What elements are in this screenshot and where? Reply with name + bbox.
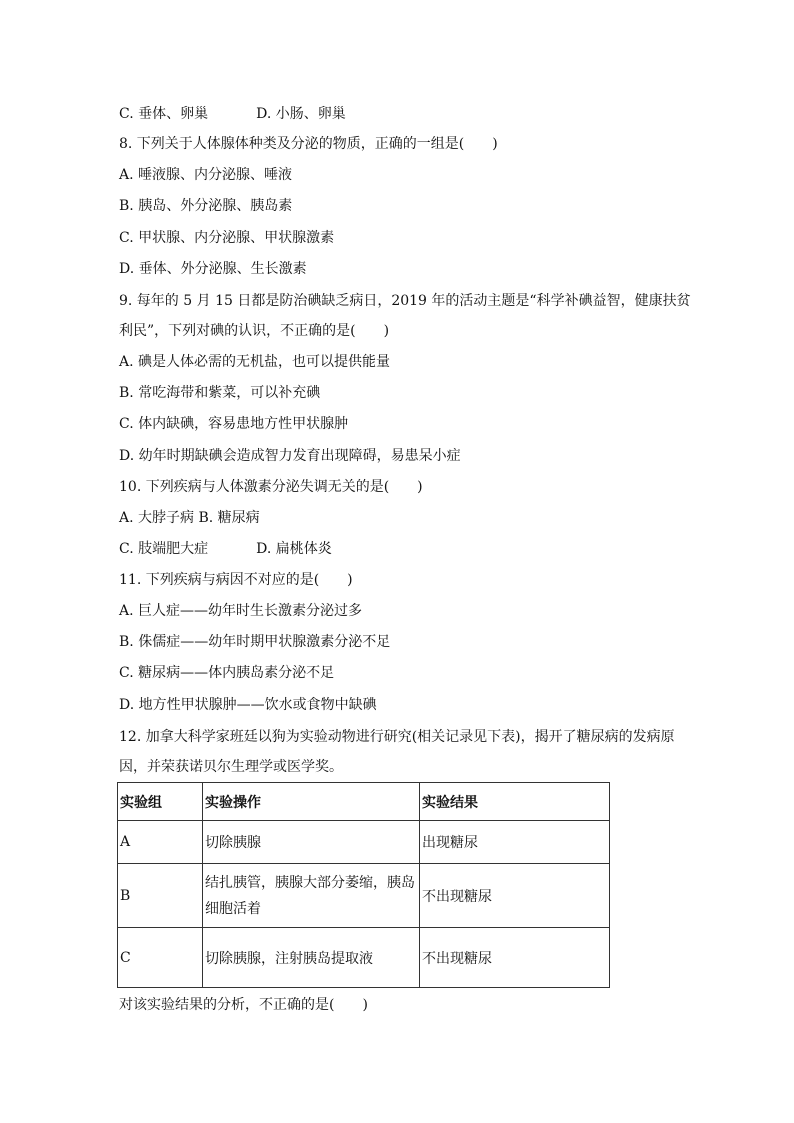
q8-option-d: D. 垂体、外分泌腺、生长激素 — [119, 261, 307, 277]
table-cell: 出现糖尿 — [420, 821, 610, 864]
table-header-cell: 实验组 — [118, 783, 203, 821]
q8-option-a: A. 唾液腺、内分泌腺、唾液 — [119, 167, 293, 183]
q11-option-d: D. 地方性甲状腺肿——饮水或食物中缺碘 — [119, 697, 377, 713]
q8-stem: 8. 下列关于人体腺体种类及分泌的物质，正确的一组是( ) — [119, 136, 498, 152]
q11-option-a: A. 巨人症——幼年时生长激素分泌过多 — [119, 603, 363, 619]
q9-option-c: C. 体内缺碘，容易患地方性甲状腺肿 — [119, 416, 349, 432]
table-cell: B — [118, 864, 203, 928]
table-cell: A — [118, 821, 203, 864]
q12-question: 对该实验结果的分析，不正确的是( ) — [119, 997, 368, 1013]
q10-options-ab: A. 大脖子病 B. 糖尿病 — [119, 510, 260, 526]
q9-option-b: B. 常吃海带和紫菜，可以补充碘 — [119, 385, 321, 401]
q9-stem-line1: 9. 每年的 5 月 15 日都是防治碘缺乏病日，2019 年的活动主题是“科学补碘益智，健康扶贫 — [119, 293, 691, 309]
table-header-cell: 实验结果 — [420, 783, 610, 821]
q9-option-a: A. 碘是人体必需的无机盐，也可以提供能量 — [119, 354, 391, 370]
q12-stem-line2: 因，并荣获诺贝尔生理学或医学奖。 — [119, 759, 343, 775]
table-row — [118, 928, 610, 988]
q9-stem-line2: 利民”，下列对碘的认识，不正确的是( ) — [119, 323, 390, 339]
q7-options-cd — [119, 104, 346, 124]
table-cell: 切除胰腺，注射胰岛提取液 — [203, 928, 420, 988]
q8-option-b: B. 胰岛、外分泌腺、胰岛素 — [119, 198, 293, 214]
table-header-cell: 实验操作 — [203, 783, 420, 821]
table-row — [118, 821, 610, 864]
table-header-row — [118, 783, 610, 821]
q10-option-c: C. 肢端肥大症 — [119, 541, 209, 557]
experiment-table — [117, 782, 610, 988]
q9-option-d: D. 幼年时期缺碘会造成智力发育出现障碍，易患呆小症 — [119, 448, 461, 464]
table-row — [118, 864, 610, 928]
q11-stem: 11. 下列疾病与病因不对应的是( ) — [119, 572, 353, 588]
q10-options-cd — [119, 539, 332, 559]
table-cell: C — [118, 928, 203, 988]
table-cell: 不出现糖尿 — [420, 864, 610, 928]
q11-option-c: C. 糖尿病——体内胰岛素分泌不足 — [119, 665, 335, 681]
table-cell: 切除胰腺 — [203, 821, 420, 864]
q10-stem: 10. 下列疾病与人体激素分泌失调无关的是( ) — [119, 479, 423, 495]
q7-option-d: D. 小肠、卵巢 — [256, 106, 346, 122]
q11-option-b: B. 侏儒症——幼年时期甲状腺激素分泌不足 — [119, 634, 391, 650]
table-cell: 结扎胰管，胰腺大部分萎缩，胰岛细胞活着 — [203, 864, 420, 928]
q7-option-c: C. 垂体、卵巢 — [119, 106, 209, 122]
table-cell: 不出现糖尿 — [420, 928, 610, 988]
q8-option-c: C. 甲状腺、内分泌腺、甲状腺激素 — [119, 230, 335, 246]
q12-stem-line1: 12. 加拿大科学家班廷以狗为实验动物进行研究(相关记录见下表)，揭开了糖尿病的发病原 — [119, 729, 675, 745]
q10-option-d: D. 扁桃体炎 — [256, 541, 332, 557]
